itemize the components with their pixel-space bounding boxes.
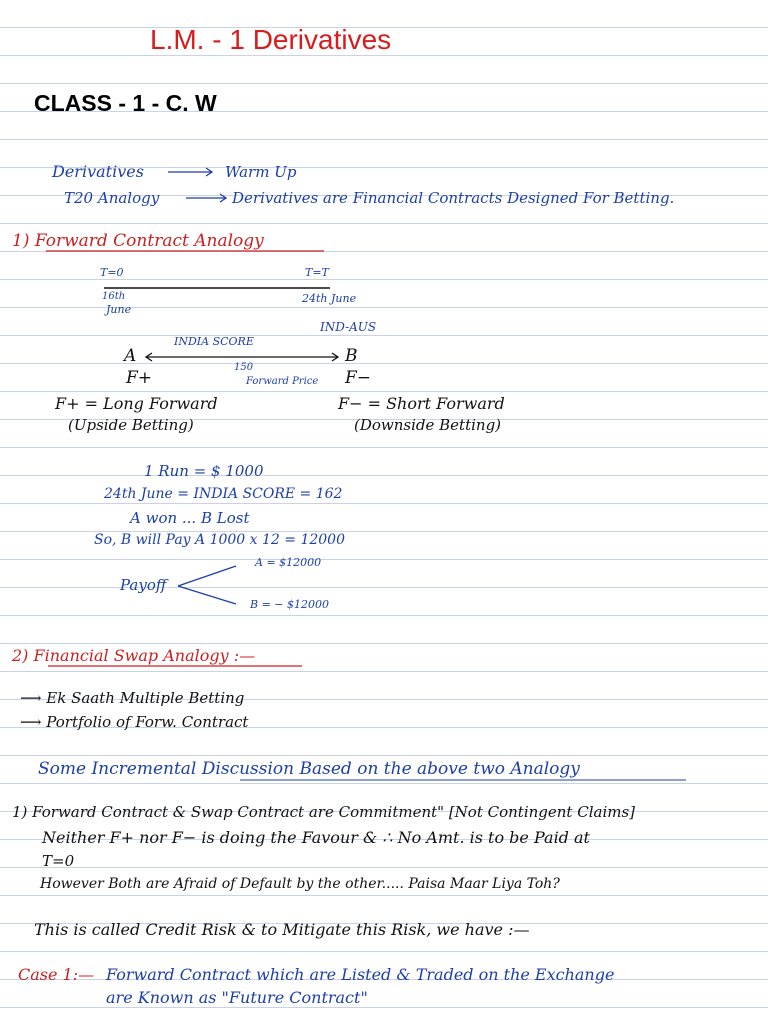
point1-line1: 1) Forward Contract & Swap Contract are Commitment" [Not Contingent Claims]	[12, 803, 636, 821]
t20-left: T20 Analogy	[64, 189, 160, 207]
incremental-heading: Some Incremental Discussion Based on the above two Analogy	[38, 759, 580, 779]
timeline-match: IND-AUS	[320, 320, 377, 334]
case1-label: Case 1:—	[18, 965, 95, 984]
long-forward-note: (Upside Betting)	[68, 416, 194, 434]
t20-arrow	[186, 194, 226, 202]
class-label: CLASS - 1 - C. W	[34, 90, 217, 116]
calc-line1: 1 Run = $ 1000	[144, 462, 264, 480]
long-forward-def: F+ = Long Forward	[55, 394, 218, 413]
warmup-arrow	[168, 168, 212, 176]
case1-text1: Forward Contract which are Listed & Traded on the Exchange	[106, 965, 615, 984]
payoff-label: Payoff	[120, 576, 167, 594]
timeline-start-date: 16th	[102, 291, 126, 302]
party-b: B	[345, 346, 358, 366]
calc-line3: A won ... B Lost	[130, 509, 250, 527]
case1-text2: are Known as "Future Contract"	[106, 988, 368, 1007]
point1-line3: T=0	[42, 852, 75, 870]
bet-arrow	[146, 353, 338, 361]
timeline-t0: T=0	[100, 266, 124, 279]
swap-point-2: ⟶ Portfolio of Forw. Contract	[20, 713, 249, 731]
calc-line2: 24th June = INDIA SCORE = 162	[104, 486, 343, 502]
warmup-right: Warm Up	[225, 163, 297, 181]
payoff-brace	[178, 566, 236, 604]
forward-price-label: Forward Price	[246, 376, 319, 387]
point1-line2: Neither F+ nor F− is doing the Favour & ∴ No Amt. is to be Paid at	[42, 828, 590, 847]
t20-right: Derivatives are Financial Contracts Designed For Betting.	[232, 189, 675, 207]
payoff-b: B = − $12000	[250, 598, 329, 611]
section2-heading: 2) Financial Swap Analogy :—	[12, 646, 256, 665]
page-title: L.M. - 1 Derivatives	[150, 24, 392, 55]
point1-line4: However Both are Afraid of Default by the other..... Paisa Maar Liya Toh?	[40, 876, 560, 892]
short-forward-def: F− = Short Forward	[338, 394, 505, 413]
swap-point-1: ⟶ Ek Saath Multiple Betting	[20, 689, 245, 707]
calc-line4: So, B will Pay A 1000 x 12 = 12000	[94, 532, 345, 548]
section1-heading: 1) Forward Contract Analogy	[12, 231, 264, 251]
fminus-label: F−	[345, 368, 372, 388]
warmup-left: Derivatives	[52, 162, 144, 181]
payoff-a: A = $12000	[255, 556, 322, 569]
forward-price-num: 150	[234, 362, 254, 373]
party-a: A	[124, 346, 137, 366]
timeline-start-month: June	[106, 303, 132, 316]
timeline-tT: T=T	[305, 266, 329, 279]
timeline-end-date: 24th June	[302, 292, 357, 305]
fplus-label: F+	[126, 368, 153, 388]
credit-risk-line: This is called Credit Risk & to Mitigate this Risk, we have :—	[34, 920, 530, 939]
india-score-label: INDIA SCORE	[174, 335, 254, 348]
short-forward-note: (Downside Betting)	[354, 416, 502, 434]
